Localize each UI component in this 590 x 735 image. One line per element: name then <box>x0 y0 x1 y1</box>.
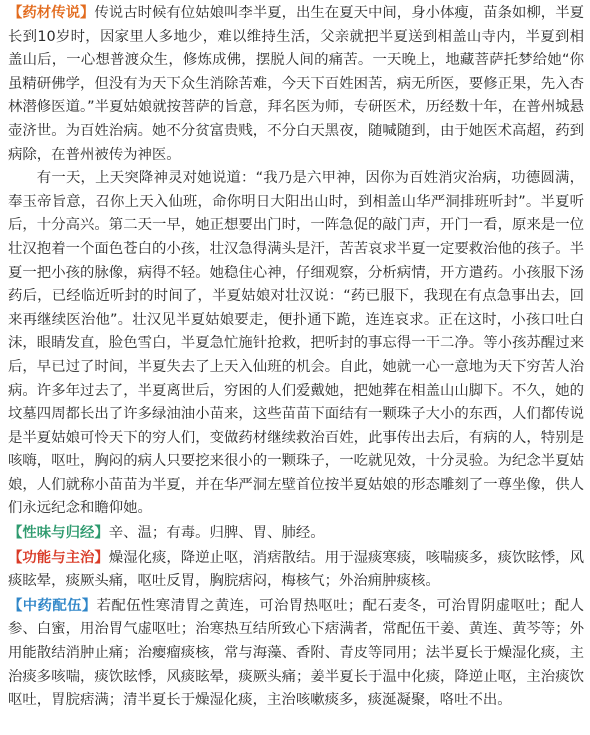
function-text: 燥湿化痰，降逆止呕，消痞散结。用于湿痰寒痰，咳喘痰多，痰饮眩悸，风痰眩晕，痰厥头痛，呕吐反胃，胸脘痞闷，梅核气；外治痈肿痰核。 <box>8 549 584 590</box>
function-tag: 【功能与主治】 <box>8 549 109 566</box>
combination-section <box>8 595 584 713</box>
property-text: 辛、温；有毒。归脾、胃、肺经。 <box>108 525 325 542</box>
legend-paragraph-1 <box>8 2 584 167</box>
combination-tag: 【中药配伍】 <box>8 597 97 614</box>
legend-text-1: 传说古时候有位姑娘叫李半夏，出生在夏天中间，身小体瘦，苗条如柳，半夏长到10岁时，因家里人多地少，难以维持生活，父亲就把半夏送到相盖山寺内，半夏到相盖山后，一心想普渡众生，修炼成佛，摆脱人间的痛苦。一天晚上，地藏菩萨托梦给她“你虽精研佛学，但没有为天下众生消除苦难，今天下百姓困苦，病无所医，要修正果，先入杏林潜修医道。”半夏姑娘就按菩萨的旨意，拜名医为师，专研医术，历经数十年，在普州城悬壶济世。为百姓治病。她不分贫富贵贱，不分白天黑夜，随喊随到，由于她医术高超，药到病除，在普州被传为神医。 <box>8 5 584 163</box>
property-tag: 【性味与归经】 <box>8 525 109 542</box>
legend-paragraph-2: 有一天，上天突降神灵对她说道：“我乃是六甲神，因你为百姓消灾治病，功德圆满，奉玉帝旨意，召你上天入仙班，命你明日大阳出山时，到相盖山华严洞排班听封”。半夏听后，十分高兴。第二天一早，她正想要出门时，一阵急促的敲门声，开门一看，原来是一位壮汉抱着一个面色苍白的小孩，壮汉急得满头是汗，苦苦哀求半夏一定要救治他的孩子。半夏一把小孩的脉像，病得不轻。她稳住心神，仔细观察，分析病情，开方遣药。小孩服下汤药后，已经临近听封的时间了，半夏姑娘对壮汉说：“药已服下，我现在有点急事出去，回来再继续医治他”。壮汉见半夏姑娘要走，便扑通下跪，连连哀求。正在这时，小孩口吐白沫，眼睛发直，脸色雪白，半夏急忙施针抢救，把听封的事忘得一干二净。等小孩苏醒过来后，早已过了时间，半夏失去了上天入仙班的机会。自此，她就一心一意地为天下穷苦人治病。许多年过去了，半夏离世后，穷困的人们爱戴她，把她葬在相盖山山脚下。不久，她的坟墓四周都长出了许多绿油油小苗来，这些苗苗下面结有一颗珠子大小的东西，人们都传说是半夏姑娘可怜天下的穷人们，变做药材继续救治百姓，此事传出去后，有病的人，特别是咳嗨，呕吐，胸闷的病人只要挖来很小的一颗珠子，一吃就见效，十分灵验。为纪念半夏姑娘，人们就称小苗苗为半夏，并在华严洞左壁首位按半夏姑娘的形态雕刻了一尊坐像，供人们永远纪念和瞻仰她。 <box>8 170 584 517</box>
function-section <box>8 547 584 594</box>
combination-text: 若配伍性寒清胃之黄连，可治胃热呕吐；配石麦冬，可治胃阴虚呕吐；配人参、白蜜，用治胃气虚呕吐；治寒热互结所致心下痞满者，常配伍干姜、黄连、黄芩等；外用能散结消肿止痛；治瘿瘤痰核，常与海藻、香附、青皮等同用；法半夏长于燥湿化痰，主治痰多咳喘，痰饮眩悸，风痰眩晕，痰厥头痛；姜半夏长于温中化痰，降逆止呕，主治痰饮呕吐，胃脘痞满；清半夏长于燥湿化痰，主治咳嗽痰多，痰涎凝聚，咯吐不出。 <box>8 597 584 709</box>
legend-tag: 【药材传说】 <box>8 5 95 21</box>
property-section <box>8 522 584 546</box>
